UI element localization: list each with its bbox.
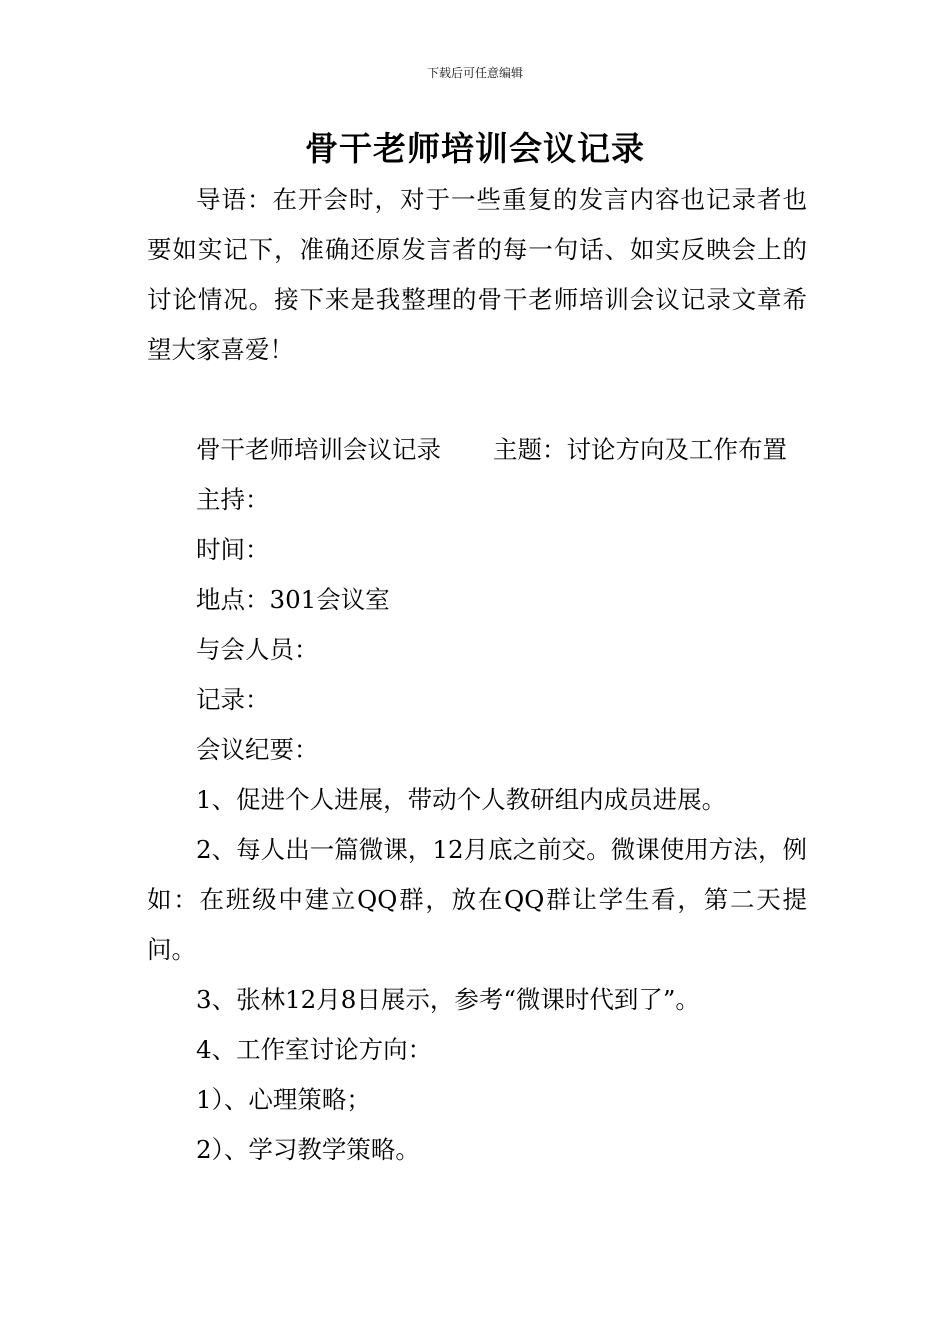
time-line: 时间： bbox=[196, 535, 270, 564]
recorder-line: 记录： bbox=[196, 685, 270, 714]
record-heading-line bbox=[147, 425, 807, 475]
attendees-line: 与会人员： bbox=[196, 635, 319, 664]
summary-item: 1）、心理策略； bbox=[196, 1085, 371, 1114]
summary-item: 4、工作室讨论方向： bbox=[196, 1035, 433, 1064]
summary-item: 3、张林12月8日展示，参考“微课时代到了”。 bbox=[196, 985, 700, 1014]
intro-paragraph: 导语：在开会时，对于一些重复的发言内容也记录者也要如实记下，准确还原发言者的每一句话、如实反映会上的讨论情况。接下来是我整理的骨干老师培训会议记录文章希望大家喜爱！ bbox=[147, 185, 807, 364]
summary-label: 会议纪要： bbox=[196, 735, 319, 764]
page-header-note: 下载后可任意编辑 bbox=[426, 66, 523, 80]
record-topic: 主题：讨论方向及工作布置 bbox=[493, 435, 787, 464]
record-heading: 骨干老师培训会议记录 bbox=[196, 435, 441, 464]
place-line: 地点：301会议室 bbox=[196, 585, 390, 614]
host-line: 主持： bbox=[196, 485, 270, 514]
document-body bbox=[147, 175, 807, 1175]
document-title: 骨干老师培训会议记录 bbox=[305, 129, 645, 168]
summary-item: 2）、学习教学策略。 bbox=[196, 1135, 420, 1164]
paragraph-gap bbox=[147, 375, 807, 425]
summary-item: 2、每人出一篇微课，12月底之前交。微课使用方法，例如：在班级中建立QQ群，放在QQ群让学生看，第二天提问。 bbox=[147, 835, 807, 964]
summary-item: 1、促进个人进展，带动个人教研组内成员进展。 bbox=[196, 785, 727, 814]
